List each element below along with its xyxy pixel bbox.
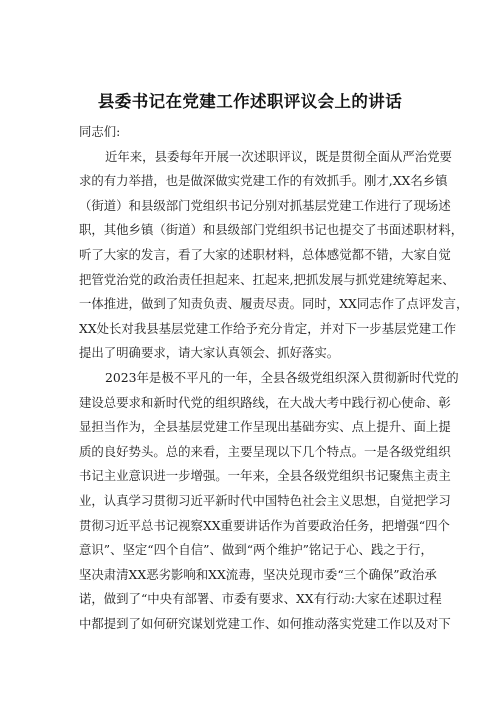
- text-line: 把管党治党的政治责任担起来、扛起来,把抓发展与抓党建统筹起来、: [79, 271, 455, 287]
- text-line: 业，认真学习贯彻习近平新时代中国特色社会主义思想，自觉把学习: [79, 492, 451, 508]
- text-line: 中都提到了如何研究谋划党建工作、如何推动落实党建工作以及对下: [79, 615, 451, 631]
- paragraph-lines: [79, 145, 469, 637]
- text-line: 显担当作为，全县基层党建工作呈现出基础夯实、点上提升、面上提: [79, 419, 451, 435]
- text-line: 职，其他乡镇（街道）和县级部门党组织书记也提交了书面述职材料，: [79, 222, 464, 238]
- text-line: 诺，做到了“中央有部署、市委有要求、XX有行动:大家在述职过程: [79, 591, 442, 607]
- text-line: 提出了明确要求，请大家认真领会、抓好落实。: [79, 345, 340, 361]
- text-line: 意识”、坚定“四个自信”、做到“两个维护”铭记于心、践之于行，: [79, 542, 433, 558]
- text-line: 听了大家的发言，看了大家的述职材料，总体感觉都不错，大家自觉: [79, 246, 451, 262]
- text-line: 近年来，县委每年开展一次述职评议，既是贯彻全面从严治党要: [105, 148, 452, 164]
- text-line: 质的良好势头。总的来看，主要呈现以下几个特点。一是各级党组织: [79, 443, 451, 459]
- text-line: 求的有力举措，也是做深做实党建工作的有效抓手。刚才,XX名乡镇: [79, 173, 448, 189]
- text-line: 书记主业意识进一步增强。一年来，全县各级党组织书记聚焦主责主: [79, 468, 451, 484]
- text-line: 建设总要求和新时代党的组织路线，在大战大考中践行初心使命、彰: [79, 394, 451, 410]
- text-line: 一体推进，做到了知责负责、履责尽责。同时，XX同志作了点评发言，: [79, 296, 469, 312]
- document-title: 县委书记在党建工作述职评议会上的讲话: [97, 92, 403, 111]
- text-line: （街道）和县级部门党组织书记分别对抓基层党建工作进行了现场述: [79, 197, 451, 213]
- text-line: 2023年是极不平凡的一年，全县各级党组织深入贯彻新时代党的: [105, 369, 459, 385]
- text-line: XX处长对我县基层党建工作给予充分肯定，并对下一步基层党建工作: [79, 320, 456, 336]
- document-body: [79, 120, 469, 636]
- text-line: 贯彻习近平总书记视察XX重要讲话作为首要政治任务，把增强“四个: [79, 517, 450, 533]
- text-line: 坚决肃清XX恶劣影响和XX流毒，坚决兑现市委“三个确保”政治承: [79, 566, 437, 582]
- salutation: 同志们:: [79, 124, 121, 139]
